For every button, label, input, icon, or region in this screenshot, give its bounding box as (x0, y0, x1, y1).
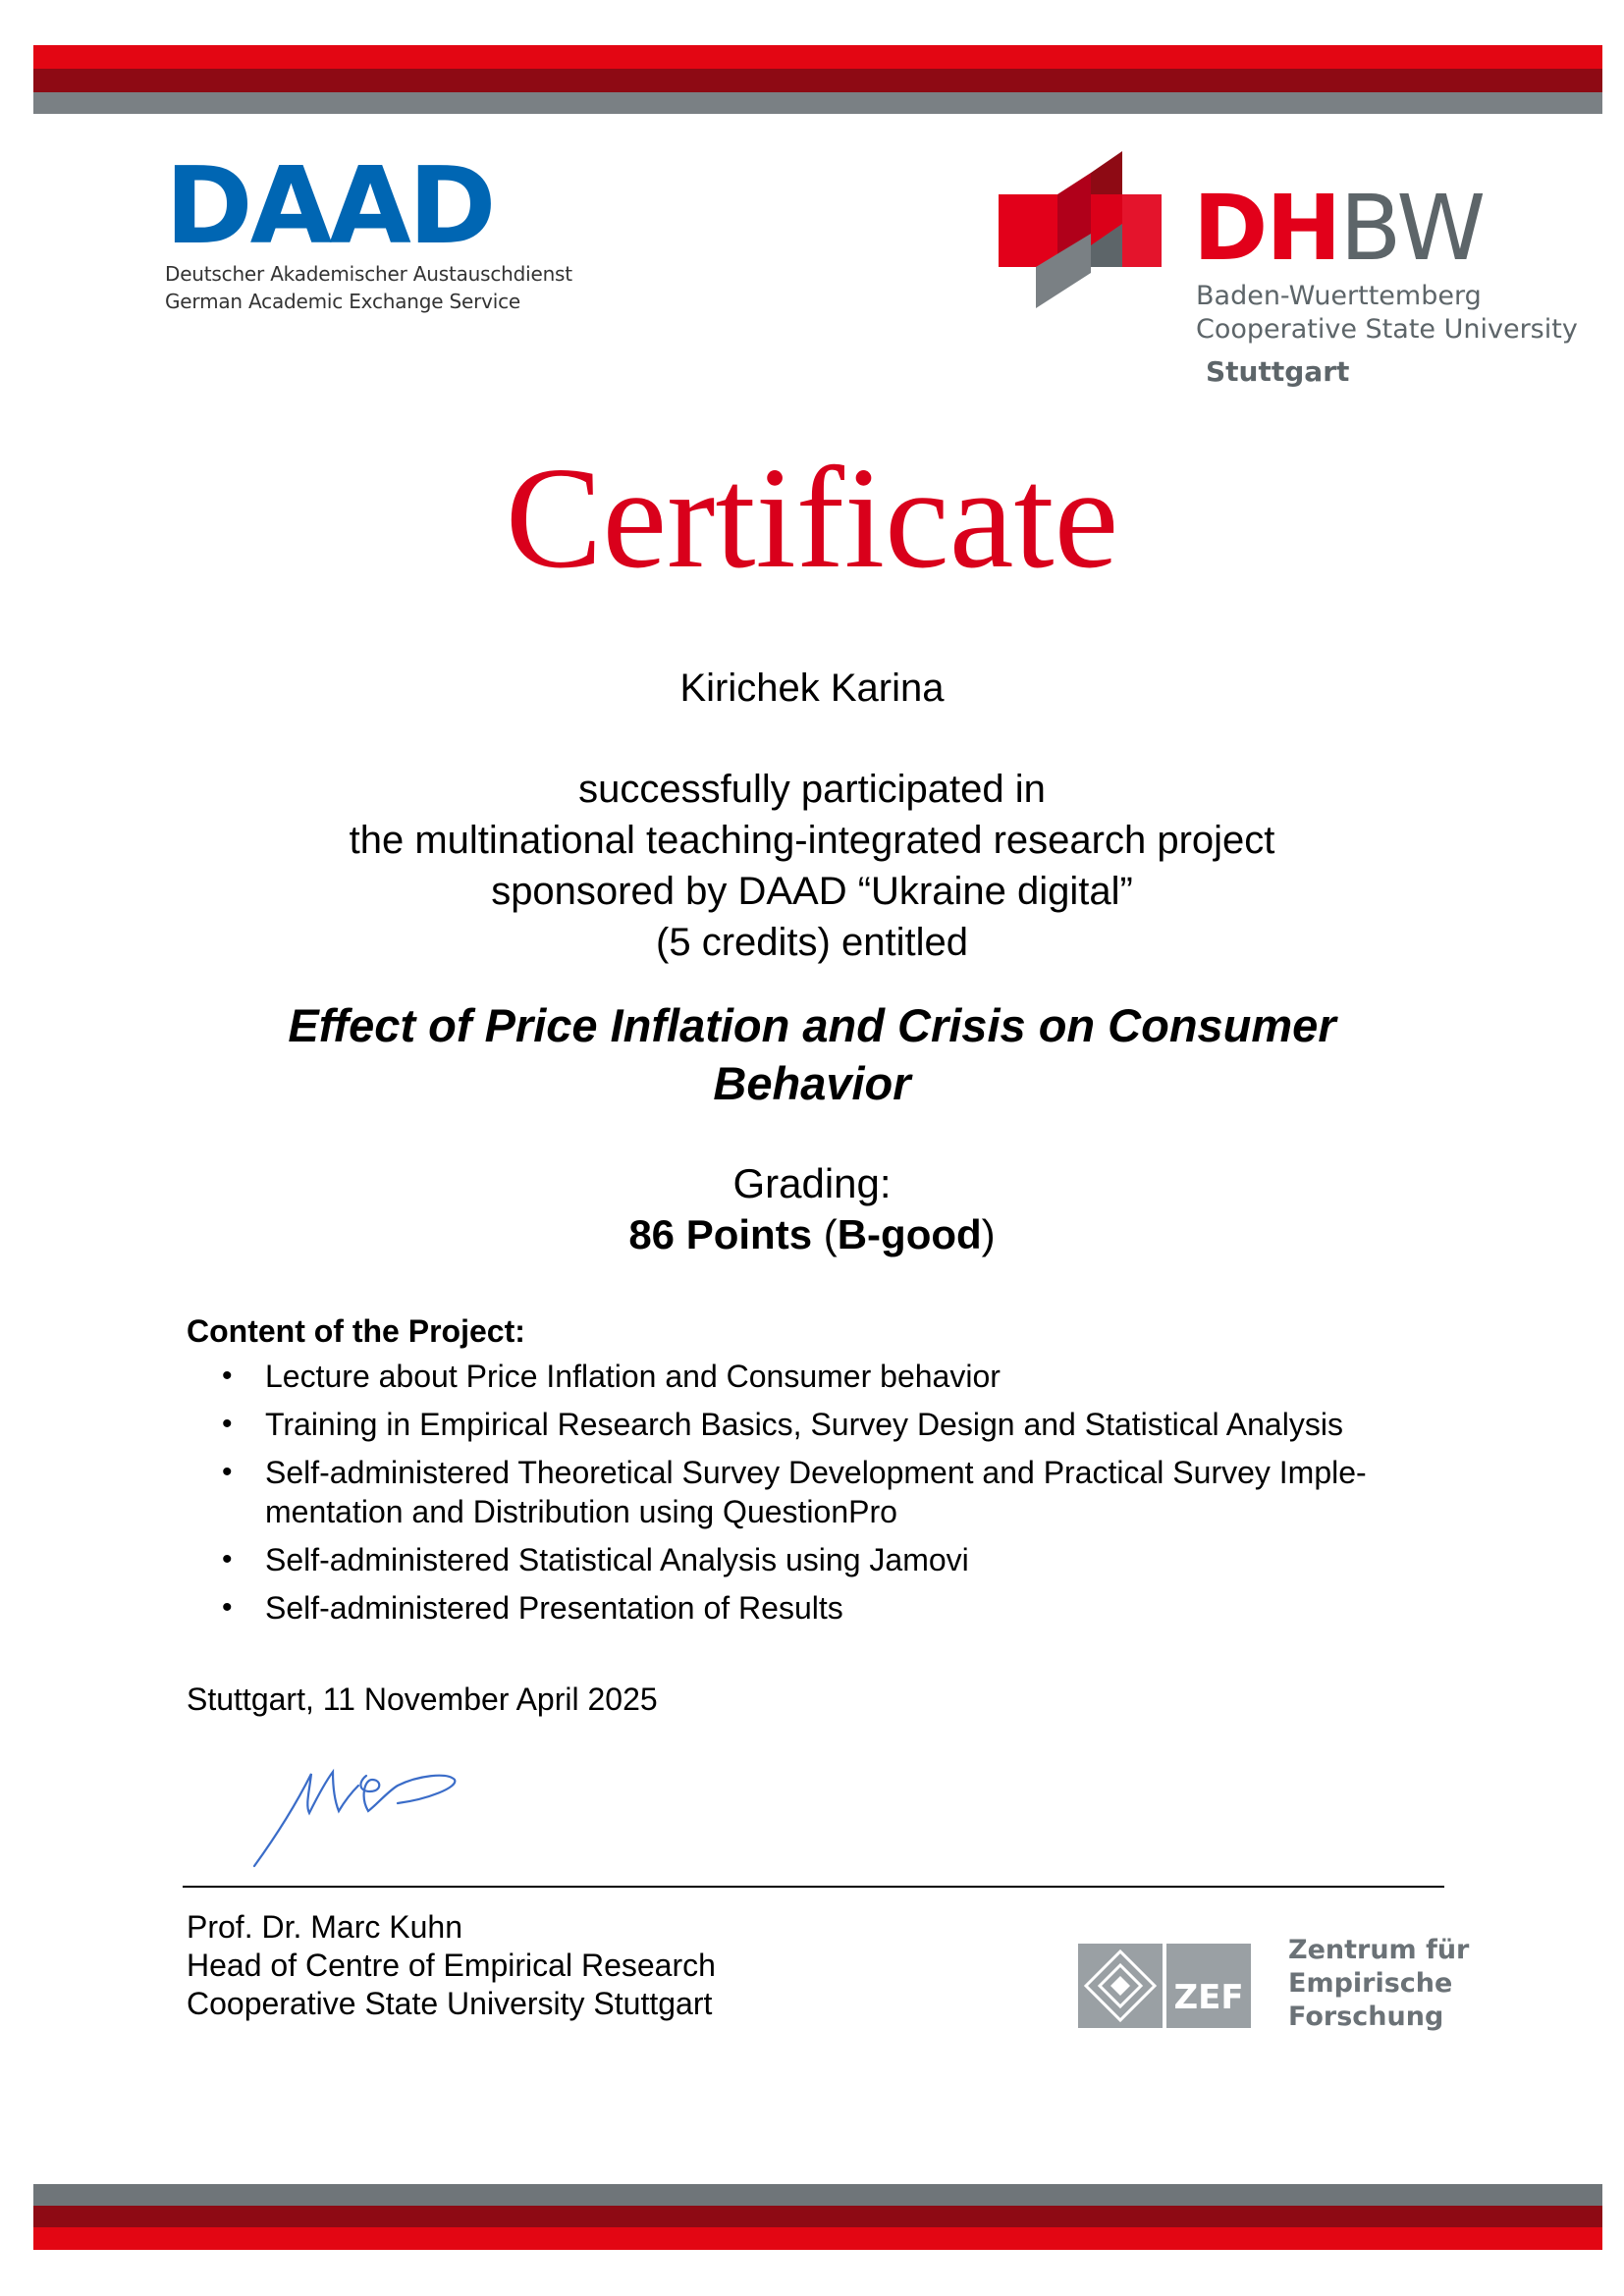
list-item: • Self-administered Theoretical Survey Development and Practical Survey Imple-mentation and Distribution using QuestionPro (187, 1453, 1453, 1531)
signer-name: Prof. Dr. Marc Kuhn (187, 1909, 462, 1945)
grading-label: Grading: (732, 1160, 892, 1206)
zef-wordmark (1288, 1934, 1469, 2034)
grading-paren-open: ( (812, 1211, 838, 1257)
dhbw-wordmark-dh: DH (1193, 176, 1340, 281)
dhbw-city: Stuttgart (1206, 355, 1350, 388)
signer-block (187, 1908, 716, 2023)
top-stripe-dark-red (33, 69, 1602, 92)
grading-points: 86 Points (628, 1211, 813, 1257)
list-item: • Training in Empirical Research Basics, Survey Design and Statistical Analysis (187, 1405, 1453, 1444)
list-item: • Self-administered Statistical Analysis using Jamovi (187, 1540, 1453, 1579)
project-title-line: Behavior (713, 1057, 911, 1109)
daad-logo (165, 145, 597, 315)
recipient-name: Kirichek Karina (679, 667, 945, 710)
zef-line2: Empirische (1288, 1968, 1453, 1999)
zef-mark-text: ZEF (1173, 1978, 1244, 2017)
dhbw-wordmark (1193, 176, 1485, 281)
bottom-stripe-gray (33, 2184, 1602, 2206)
grading-grade: B-good (837, 1211, 982, 1257)
bottom-stripe-dark-red (33, 2206, 1602, 2227)
signer-institution: Cooperative State University Stuttgart (187, 1986, 713, 2021)
intro-line: sponsored by DAAD “Ukraine digital” (491, 870, 1133, 913)
daad-subtitle (165, 260, 597, 315)
dhbw-wordmark-bw: BW (1339, 176, 1485, 281)
daad-wordmark: DAAD (165, 145, 494, 268)
daad-subtitle-line2: German Academic Exchange Service (165, 290, 521, 313)
grading-value (0, 1209, 1624, 1260)
place-and-date: Stuttgart, 11 November April 2025 (187, 1682, 658, 1717)
top-stripe-red (33, 45, 1602, 69)
zef-line1: Zentrum für (1288, 1935, 1470, 1965)
content-list (187, 1357, 1453, 1636)
certificate-title: Certificate (505, 438, 1119, 599)
bottom-stripe-red (33, 2227, 1602, 2250)
list-item: • Lecture about Price Inflation and Consumer behavior (187, 1357, 1453, 1396)
grading-paren-close: ) (981, 1211, 996, 1257)
intro-line: (5 credits) entitled (656, 921, 968, 964)
intro-line: successfully participated in (578, 768, 1046, 811)
zef-logo-icon (1078, 1944, 1251, 2028)
dhbw-subtitle-line1: Baden-Wuerttemberg (1196, 281, 1482, 311)
signer-role: Head of Centre of Empirical Research (187, 1948, 716, 1983)
zef-line3: Forschung (1288, 2002, 1444, 2032)
daad-subtitle-line1: Deutscher Akademischer Austauschdienst (165, 262, 572, 286)
project-title-line: Effect of Price Inflation and Crisis on Consumer (288, 999, 1336, 1051)
project-title (0, 996, 1624, 1112)
intro-line: the multinational teaching-integrated research project (349, 819, 1275, 862)
content-heading: Content of the Project: (187, 1313, 525, 1349)
dhbw-subtitle (1196, 280, 1578, 347)
participation-statement (0, 764, 1624, 968)
signature-line (183, 1886, 1444, 1888)
handwritten-signature (250, 1762, 476, 1870)
dhbw-subtitle-line2: Cooperative State University (1196, 314, 1578, 345)
list-item: • Self-administered Presentation of Results (187, 1588, 1453, 1628)
dhbw-emblem-icon (997, 147, 1164, 314)
top-stripe-gray (33, 92, 1602, 114)
